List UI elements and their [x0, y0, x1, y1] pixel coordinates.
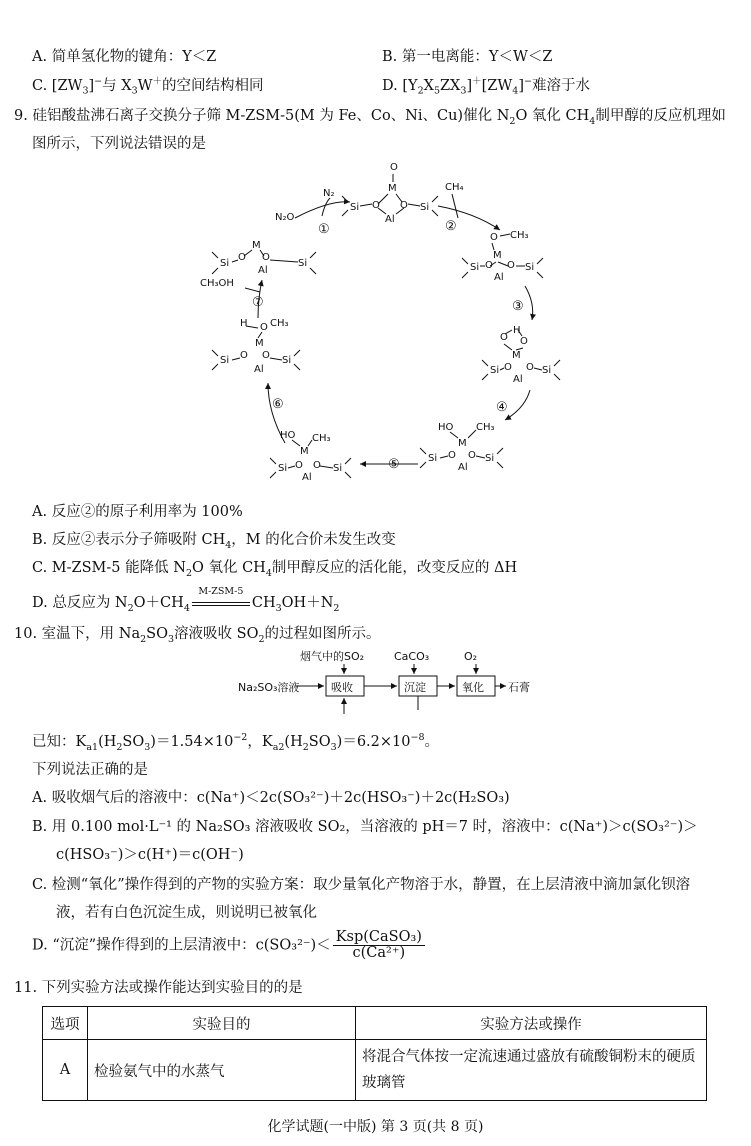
svg-text:O: O: [262, 350, 270, 361]
page-footer: 化学试题(一中版) 第 3 页(共 8 页): [267, 1119, 484, 1135]
q11-table: [42, 1006, 707, 1101]
svg-text:O: O: [500, 332, 508, 343]
svg-text:H: H: [513, 325, 521, 336]
step-1: ①: [318, 222, 330, 237]
svg-text:Al: Al: [302, 472, 312, 483]
svg-text:O: O: [313, 460, 321, 471]
q10-known: 已知：$K_{a1}(H_2SO_3)=1.54\times 10^{-2}$，$K_{a2}(H_2SO_3)=6.2\times 10^{-8}$。: [32, 732, 439, 753]
o2-label: O₂: [464, 650, 478, 663]
svg-text:CH₃: CH₃: [312, 433, 331, 444]
svg-text:O: O: [507, 260, 515, 271]
svg-text:HO: HO: [438, 422, 454, 433]
q10-option-b-line2: c(HSO₃⁻)＞c(H⁺)＝c(OH⁻): [56, 847, 244, 863]
step-5: ⑤: [388, 457, 400, 472]
svg-text:Al: Al: [458, 462, 468, 473]
gypsum-label: 石膏: [508, 681, 530, 694]
na2so3-label: Na₂SO₃溶液: [238, 681, 300, 694]
table-row: [43, 1040, 707, 1101]
svg-text:Si: Si: [298, 258, 308, 269]
header-option: 选项: [43, 1007, 88, 1040]
svg-text:Si: Si: [490, 365, 500, 376]
svg-text:Si: Si: [278, 463, 288, 474]
q8-option-c: C. $[ZW_3]^-$与 $X_3W^+$的空间结构相同: [32, 76, 264, 97]
svg-text:O: O: [295, 460, 303, 471]
q10-option-d: D. “沉淀”操作得到的上层清液中：c(SO₃²⁻)＜ $\frac{\text{Ksp(CaSO₃)}}{\text{c(Ca²⁺)}}$: [32, 930, 425, 961]
step-4: ④: [496, 400, 508, 415]
svg-text:Si: Si: [282, 355, 292, 366]
flue-gas-label: 烟气中的SO₂: [300, 650, 365, 663]
svg-text:O: O: [240, 350, 248, 361]
q9-option-d: D. 总反应为 $N_2O+CH_4$ M-ZSM-5 $CH_3OH+N_2$: [32, 586, 340, 614]
header-method: 实验方法或操作: [356, 1007, 707, 1040]
svg-text:O: O: [504, 362, 512, 373]
q9-stem-line2: 图所示，下列说法错误的是: [32, 136, 206, 152]
q9-option-a: A. 反应②的原子利用率为 100%: [32, 504, 243, 520]
row-purpose: 检验氨气中的水蒸气: [88, 1040, 356, 1101]
svg-text:O: O: [238, 252, 246, 263]
q8-option-a: A. 简单氢化物的键角：Y＜Z: [32, 49, 217, 65]
q9-mechanism-figure: [200, 158, 570, 500]
svg-text:O: O: [262, 252, 270, 263]
svg-text:O: O: [485, 260, 493, 271]
q10-flow-diagram: [238, 646, 538, 726]
n2-label: N₂: [323, 188, 335, 199]
svg-text:Al: Al: [513, 374, 523, 385]
svg-text:Si: Si: [525, 262, 535, 273]
svg-text:M: M: [493, 250, 502, 261]
svg-text:Si: Si: [333, 463, 343, 474]
svg-text:O: O: [372, 200, 380, 211]
q9-stem-line1: 9. 硅铝酸盐沸石离子交换分子筛 M-ZSM-5(M 为 Fe、Co、Ni、Cu)催化 $N_2O$ 氧化 $CH_4$制甲醇的反应机理如: [14, 108, 726, 127]
svg-text:Al: Al: [385, 214, 395, 225]
q10-option-a: A. 吸收烟气后的溶液中：c(Na⁺)＜2c(SO₃²⁻)＋2c(HSO₃⁻)＋2c(H₂SO₃): [32, 790, 510, 806]
q10-option-b-line1: B. 用 0.100 mol·L⁻¹ 的 Na₂SO₃ 溶液吸收 SO₂，当溶液的 pH＝7 时，溶液中：c(Na⁺)＞c(SO₃²⁻)＞: [32, 819, 698, 835]
q8-option-d: D. $[Y_2X_5ZX_3]^+[ZW_4]^-$难溶于水: [382, 76, 590, 97]
svg-text:O: O: [400, 200, 408, 211]
svg-text:HO: HO: [280, 430, 296, 441]
table-header-row: [43, 1007, 707, 1040]
svg-text:H: H: [240, 318, 248, 329]
svg-text:M: M: [512, 350, 521, 361]
q10-stem: 10. 室温下，用 $Na_2SO_3$溶液吸收 $SO_2$的过程如图所示。: [14, 626, 381, 645]
caco3-label: CaCO₃: [394, 650, 430, 663]
q9-option-c: C. M-ZSM-5 能降低 $N_2O$ 氧化 $CH_4$制甲醇反应的活化能，改变反应的 ΔH: [32, 560, 518, 579]
svg-text:Si: Si: [220, 355, 230, 366]
n2o-label: N₂O: [275, 212, 295, 223]
svg-text:Si: Si: [220, 258, 230, 269]
svg-text:O: O: [260, 322, 268, 333]
svg-text:M: M: [458, 438, 467, 449]
svg-text:Si: Si: [350, 202, 360, 213]
svg-text:CH₃: CH₃: [510, 230, 529, 241]
box-precipitate-label: 沉淀: [404, 681, 426, 694]
svg-text:Al: Al: [258, 265, 268, 276]
header-purpose: 实验目的: [88, 1007, 356, 1040]
ch3oh-label: CH₃OH: [200, 278, 234, 289]
svg-text:M: M: [255, 338, 264, 349]
svg-text:CH₃: CH₃: [270, 318, 289, 329]
svg-text:O: O: [520, 336, 528, 347]
svg-text:O: O: [490, 232, 498, 243]
row-method: 将混合气体按一定流速通过盛放有硫酸铜粉末的硬质玻璃管: [356, 1040, 707, 1101]
svg-text:M: M: [300, 446, 309, 457]
svg-text:CH₃: CH₃: [476, 422, 495, 433]
o-atom-top: O: [390, 162, 398, 173]
q8-option-b: B. 第一电离能：Y＜W＜Z: [382, 49, 553, 65]
step-3: ③: [512, 299, 524, 314]
ch4-label: CH₄: [445, 182, 464, 193]
q10-option-c-line2: 液，若有白色沉淀生成，则说明已被氧化: [56, 905, 317, 921]
row-option: A: [43, 1040, 88, 1101]
box-oxidize-label: 氧化: [462, 681, 484, 694]
q9-option-b: B. 反应②表示分子筛吸附 $CH_4$，M 的化合价未发生改变: [32, 532, 396, 551]
svg-text:Si: Si: [470, 262, 480, 273]
ksp-fraction: $\frac{\text{Ksp(CaSO₃)}}{\text{c(Ca²⁺)}}$: [333, 930, 425, 961]
q11-stem: 11. 下列实验方法或操作能达到实验目的的是: [14, 980, 303, 996]
svg-text:Si: Si: [485, 453, 495, 464]
svg-text:Si: Si: [420, 202, 430, 213]
svg-text:Si: Si: [542, 365, 552, 376]
m-atom-top: M: [388, 183, 397, 194]
q10-option-c-line1: C. 检测“氧化”操作得到的产物的实验方案：取少量氧化产物溶于水，静置，在上层清液中滴加氯化钡溶: [32, 877, 691, 893]
svg-text:M: M: [252, 240, 261, 251]
step-2: ②: [445, 219, 457, 234]
step-6: ⑥: [272, 397, 284, 412]
svg-text:O: O: [526, 362, 534, 373]
reaction-condition: M-ZSM-5: [190, 594, 252, 612]
q10-ask: 下列说法正确的是: [32, 762, 148, 778]
svg-text:Al: Al: [494, 272, 504, 283]
svg-text:Si: Si: [428, 453, 438, 464]
svg-text:Al: Al: [254, 364, 264, 375]
svg-text:O: O: [448, 450, 456, 461]
svg-text:O: O: [468, 450, 476, 461]
box-absorb-label: 吸收: [331, 681, 353, 694]
step-7: ⑦: [252, 295, 264, 310]
